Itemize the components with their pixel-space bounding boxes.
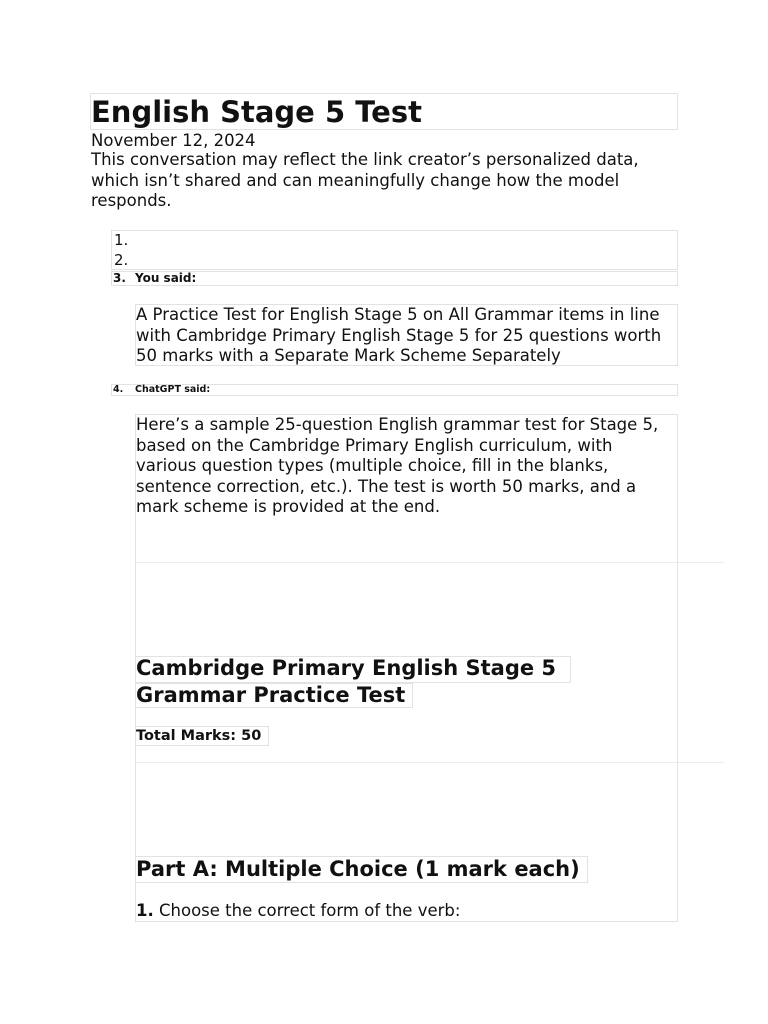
total-marks: Total Marks: 50 xyxy=(136,728,262,744)
you-said-label: You said: xyxy=(135,271,197,285)
test-title-line1: Cambridge Primary English Stage 5 xyxy=(136,656,557,680)
test-title-line2: Grammar Practice Test xyxy=(136,683,406,707)
assistant-intro: Here’s a sample 25-question English grammar test for Stage 5, based on the Cambridge Primary English curriculum, with various question types (multiple choice, fill in the blanks, sentence correction, etc.). The test is worth 50 marks, and a mark scheme is provided at the end. xyxy=(136,415,659,516)
horizontal-rule xyxy=(136,562,724,563)
chatgpt-said-label: ChatGPT said: xyxy=(135,384,211,395)
list-item-2-number: 2. xyxy=(114,251,129,269)
page-title: English Stage 5 Test xyxy=(91,95,422,129)
question-1-number: 1. xyxy=(136,901,154,920)
document-date: November 12, 2024 xyxy=(91,131,256,150)
list-item-3-number: 3. xyxy=(113,271,126,285)
user-message: A Practice Test for English Stage 5 on All Grammar items in line with Cambridge Primary English Stage 5 for 25 questions worth 50 marks with a Separate Mark Scheme Separately xyxy=(136,305,662,365)
list-item-1-number: 1. xyxy=(114,231,129,249)
part-a-heading: Part A: Multiple Choice (1 mark each) xyxy=(136,857,580,881)
list-box-empty-items xyxy=(111,230,678,270)
list-item-4-number: 4. xyxy=(113,384,124,395)
question-1-text: Choose the correct form of the verb: xyxy=(159,901,461,920)
question-1 xyxy=(136,901,460,921)
horizontal-rule xyxy=(136,762,724,763)
personalization-notice: This conversation may reflect the link creator’s personalized data, which isn’t shared and can meaningfully change how the model responds. xyxy=(91,150,639,210)
